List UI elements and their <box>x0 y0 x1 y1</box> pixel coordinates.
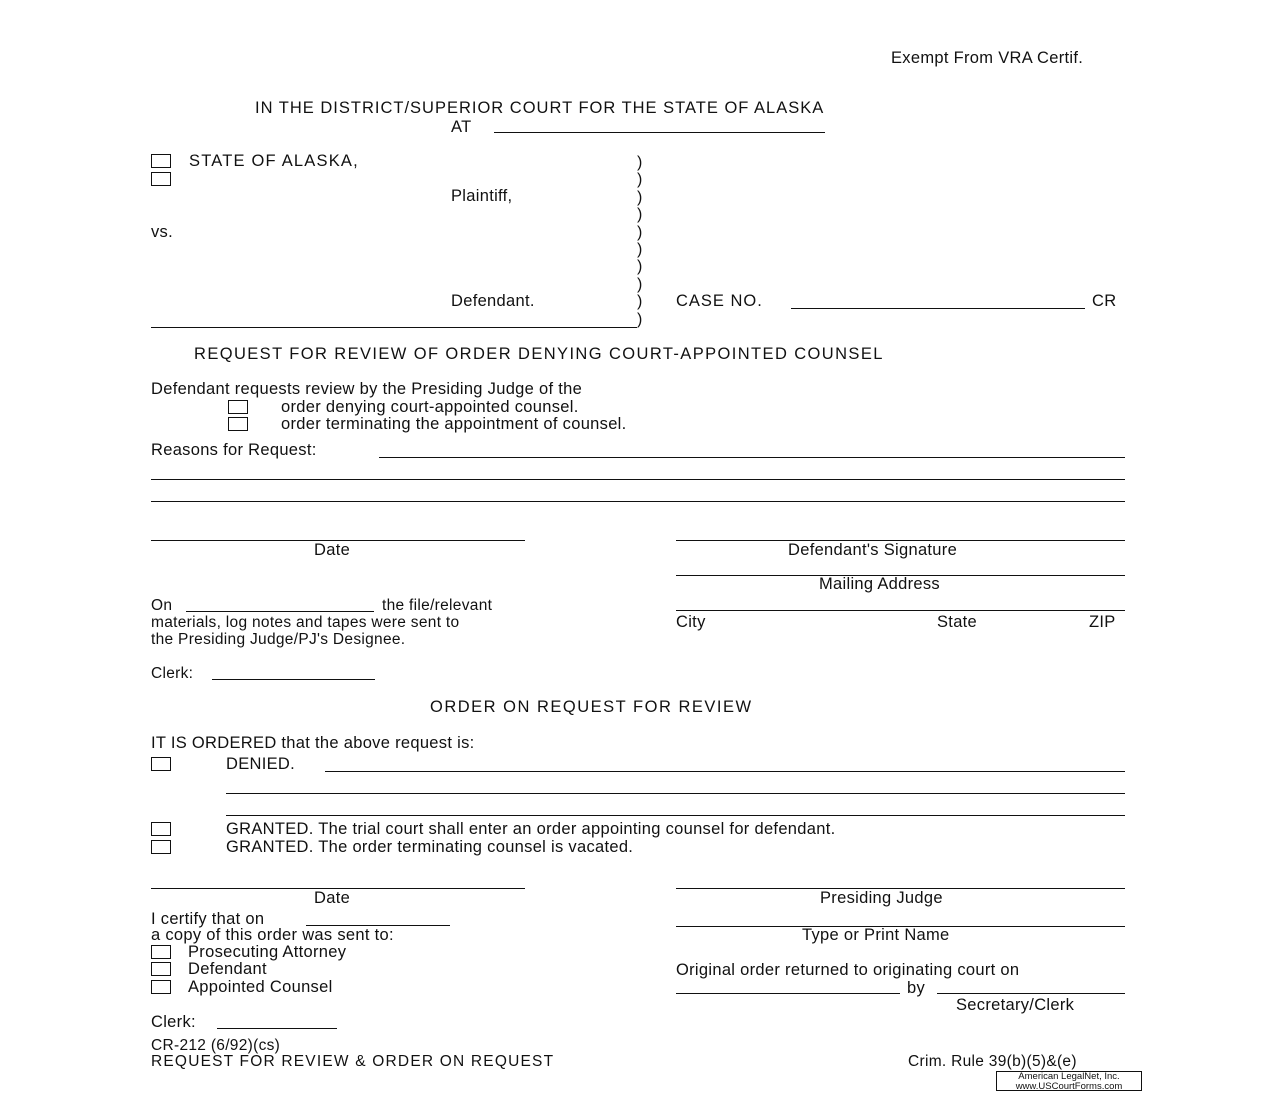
at-label: AT <box>451 118 472 136</box>
order-denying-label: order denying court-appointed counsel. <box>281 398 579 416</box>
granted-appoint-checkbox[interactable] <box>151 822 171 836</box>
rule-reference: Crim. Rule 39(b)(5)&(e) <box>908 1053 1077 1070</box>
granted-vacate-checkbox[interactable] <box>151 840 171 854</box>
clerk-label-1: Clerk: <box>151 665 194 682</box>
denied-reason-line-2[interactable] <box>226 793 1125 794</box>
reasons-line-3[interactable] <box>151 501 1125 502</box>
on-label: On <box>151 597 173 614</box>
other-plaintiff-checkbox[interactable] <box>151 172 171 186</box>
request-title: REQUEST FOR REVIEW OF ORDER DENYING COURT-APPOINTED COUNSEL <box>194 345 884 363</box>
vs-label: vs. <box>151 223 173 241</box>
state-of-alaska-checkbox[interactable] <box>151 154 171 168</box>
on-text: the file/relevant <box>382 597 493 614</box>
appointed-counsel-label: Appointed Counsel <box>188 978 333 996</box>
print-name-label: Type or Print Name <box>802 926 950 944</box>
court-location-field[interactable] <box>494 132 825 133</box>
prosecuting-attorney-label: Prosecuting Attorney <box>188 943 347 961</box>
reasons-label: Reasons for Request: <box>151 441 317 459</box>
exempt-note: Exempt From VRA Certif. <box>891 49 1084 67</box>
request-intro: Defendant requests review by the Presiding Judge of the <box>151 380 583 398</box>
case-number-field[interactable] <box>791 308 1085 309</box>
brand-line-2: www.USCourtForms.com <box>1015 1081 1123 1092</box>
by-label: by <box>907 979 926 997</box>
defendant-recipient-checkbox[interactable] <box>151 962 171 976</box>
ordered-text: IT IS ORDERED that the above request is: <box>151 734 475 752</box>
prosecuting-attorney-checkbox[interactable] <box>151 945 171 959</box>
clerk-field-2[interactable] <box>217 1028 337 1029</box>
defendant-recipient-label: Defendant <box>188 960 267 978</box>
denied-reason-line-3[interactable] <box>226 815 1125 816</box>
materials-line: materials, log notes and tapes were sent to <box>151 614 460 631</box>
court-heading: IN THE DISTRICT/SUPERIOR COURT FOR THE STATE OF ALASKA <box>255 99 825 117</box>
plaintiff-label: Plaintiff, <box>451 187 513 205</box>
appointed-counsel-checkbox[interactable] <box>151 980 171 994</box>
denied-reason-line-1[interactable] <box>325 771 1125 772</box>
sent-date-field[interactable] <box>186 611 374 612</box>
order-terminating-checkbox[interactable] <box>228 417 248 431</box>
granted-vacate-label: GRANTED. The order terminating counsel is vacated. <box>226 838 634 856</box>
signature-label: Defendant's Signature <box>788 541 958 559</box>
defendant-name-field[interactable] <box>151 327 637 328</box>
defendant-label: Defendant. <box>451 292 535 310</box>
denied-checkbox[interactable] <box>151 757 171 771</box>
form-title: REQUEST FOR REVIEW & ORDER ON REQUEST <box>151 1053 555 1070</box>
zip-label: ZIP <box>1089 613 1116 631</box>
returned-text: Original order returned to originating court on <box>676 961 1020 979</box>
brand-line-1: American LegalNet, Inc. <box>1018 1071 1120 1082</box>
secretary-clerk-label: Secretary/Clerk <box>956 996 1075 1014</box>
brand-stamp <box>996 1071 1142 1091</box>
order-date-label: Date <box>314 889 351 907</box>
order-title: ORDER ON REQUEST FOR REVIEW <box>430 698 753 716</box>
caption-parentheses: ) ) ) ) ) ) ) ) ) ) <box>637 154 643 328</box>
plaintiff-option-label: STATE OF ALASKA, <box>189 152 359 170</box>
secretary-clerk-signature-field[interactable] <box>937 993 1125 994</box>
certify-line: I certify that on <box>151 910 265 928</box>
presiding-judge-label: Presiding Judge <box>820 889 943 907</box>
city-state-zip-field[interactable] <box>676 610 1125 611</box>
form-number: CR-212 (6/92)(cs) <box>151 1037 281 1054</box>
returned-date-field[interactable] <box>676 993 900 994</box>
request-date-label: Date <box>314 541 351 559</box>
case-suffix: CR <box>1092 292 1117 310</box>
order-denying-checkbox[interactable] <box>228 400 248 414</box>
city-label: City <box>676 613 706 631</box>
order-terminating-label: order terminating the appointment of counsel. <box>281 415 627 433</box>
denied-label: DENIED. <box>226 755 296 773</box>
case-no-label: CASE NO. <box>676 292 763 310</box>
copy-sent-line: a copy of this order was sent to: <box>151 926 394 944</box>
clerk-field-1[interactable] <box>212 679 375 680</box>
designee-line: the Presiding Judge/PJ's Designee. <box>151 631 406 648</box>
granted-appoint-label: GRANTED. The trial court shall enter an order appointing counsel for defendant. <box>226 820 836 838</box>
state-label: State <box>937 613 978 631</box>
reasons-line-1[interactable] <box>379 457 1125 458</box>
mailing-address-label: Mailing Address <box>819 575 940 593</box>
clerk-label-2: Clerk: <box>151 1013 196 1031</box>
reasons-line-2[interactable] <box>151 479 1125 480</box>
